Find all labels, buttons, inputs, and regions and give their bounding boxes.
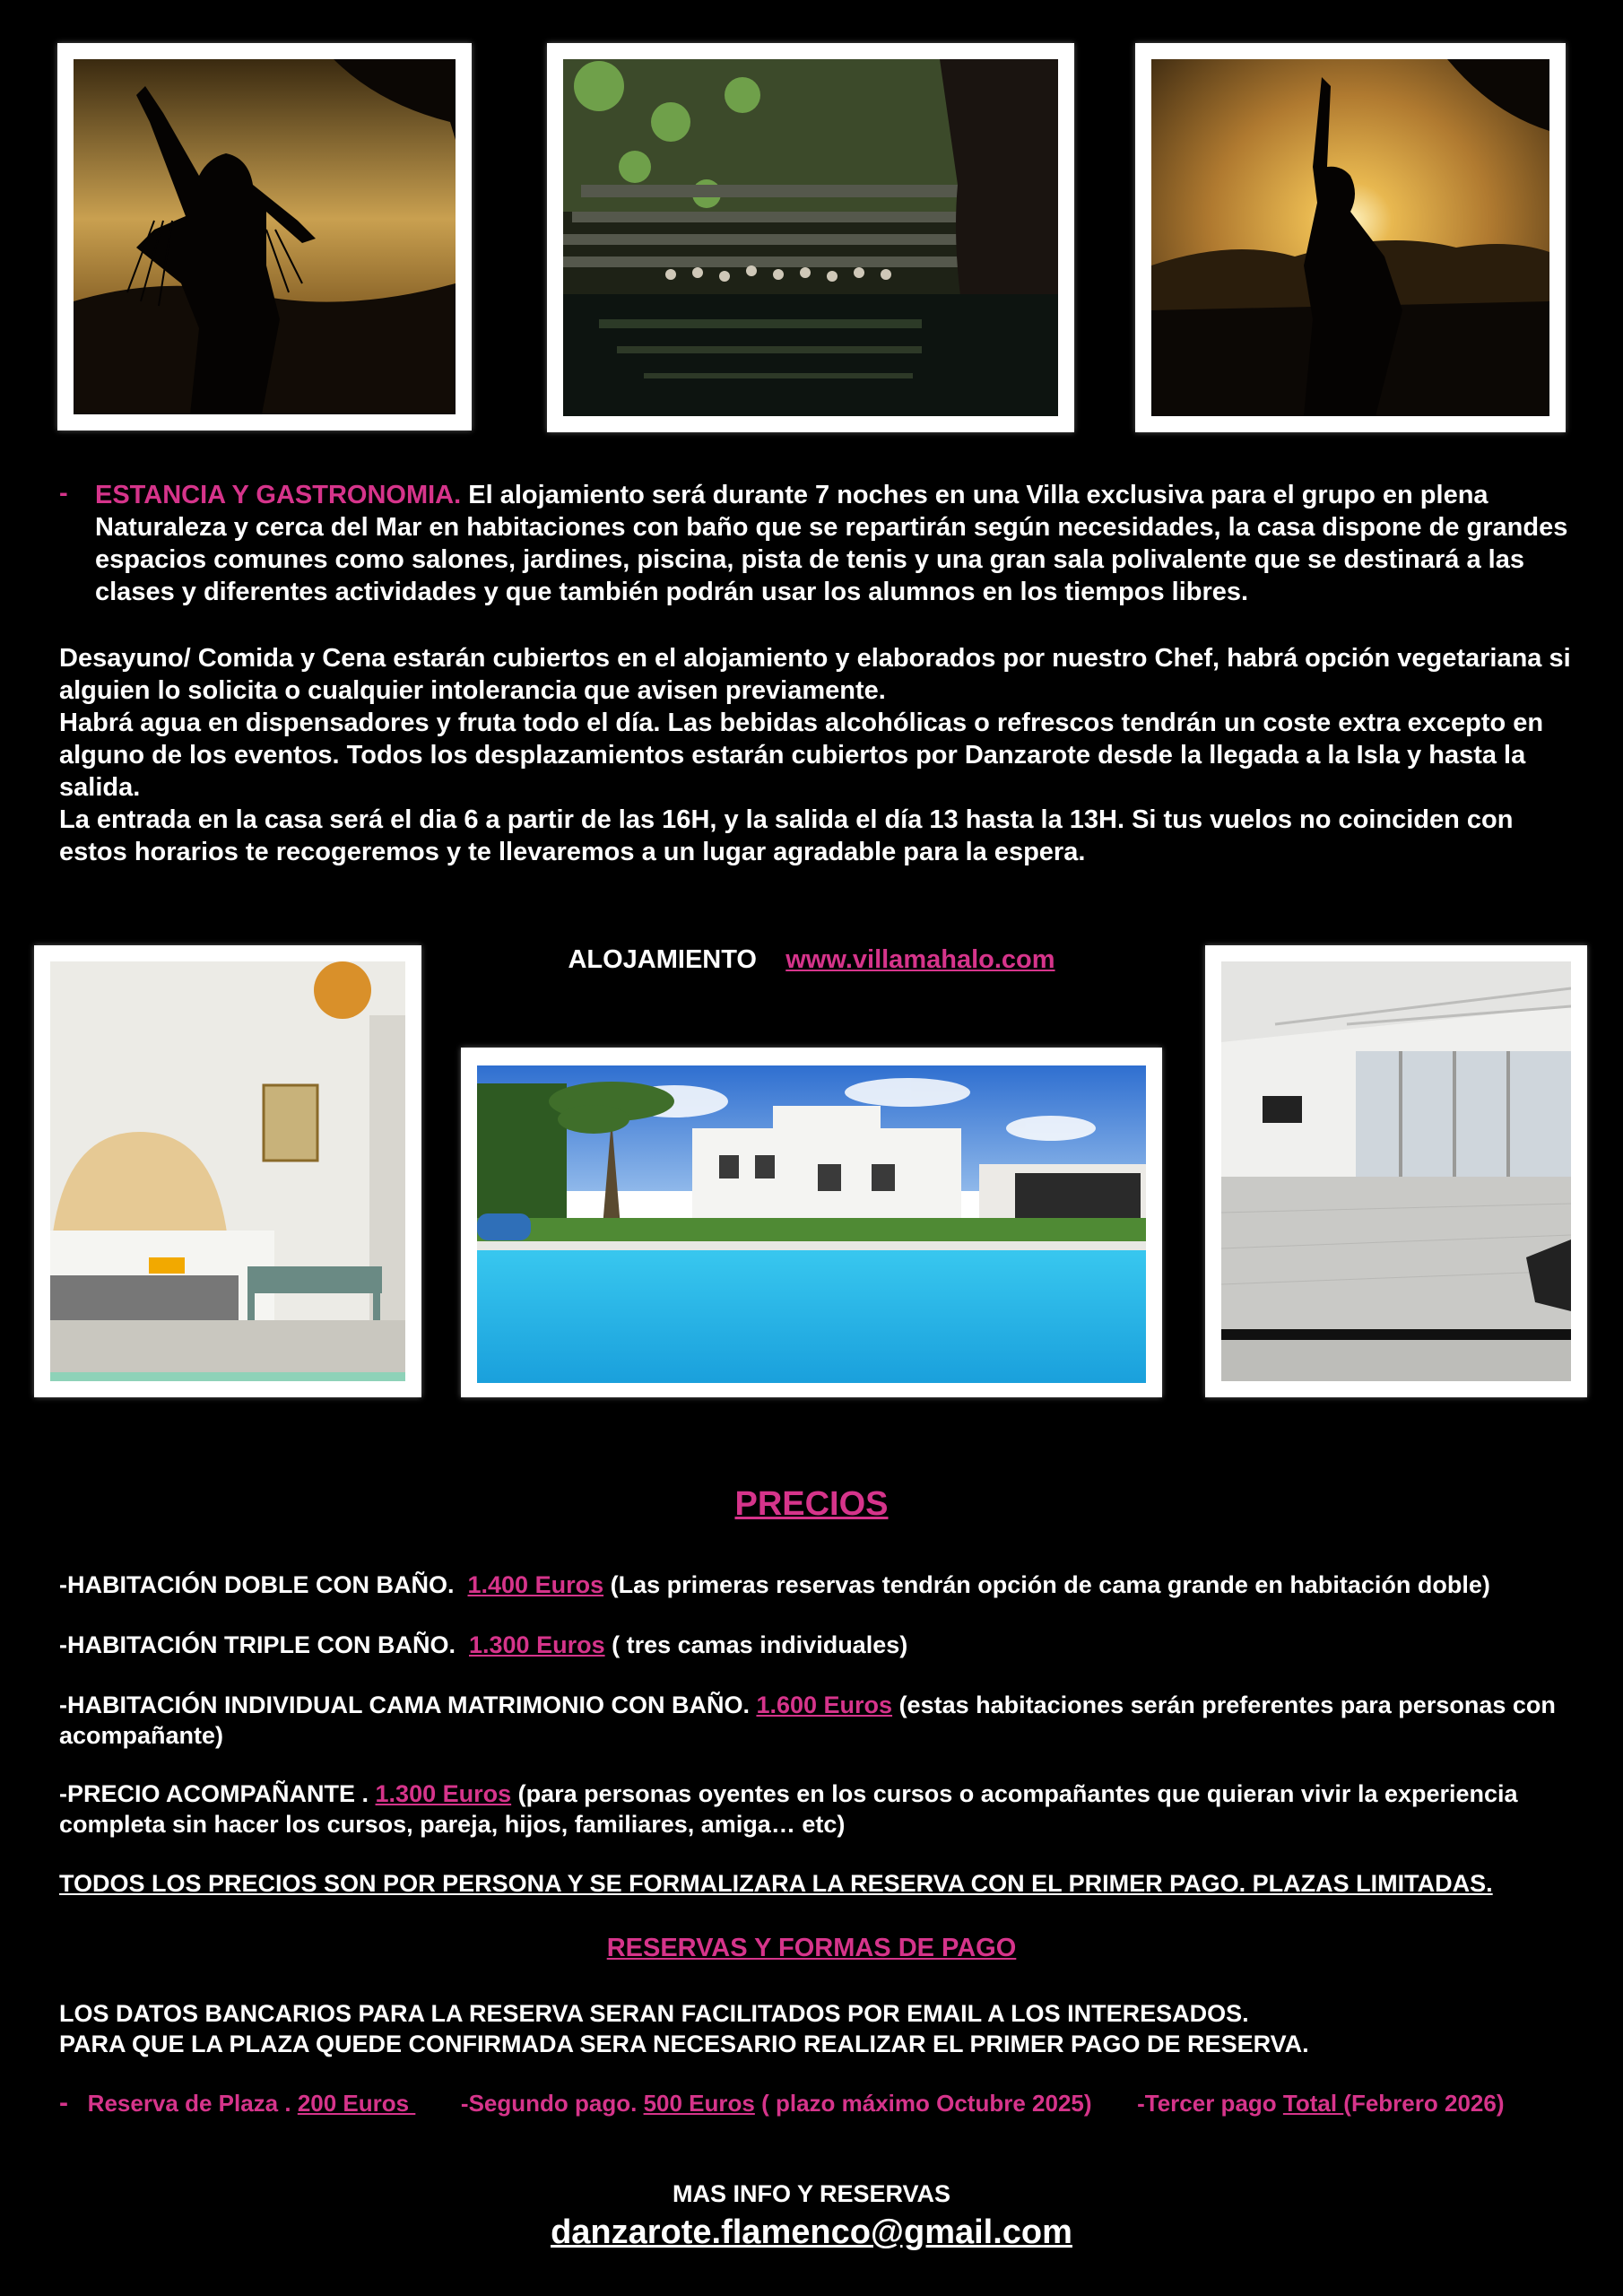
payment-step1-label: Reserva de Plaza . (87, 2090, 298, 2117)
payment-step2-note: ( plazo máximo Octubre 2025) (754, 2090, 1092, 2117)
stay-intro: El alojamiento será durante 7 noches en una Villa exclusiva para el grupo en plena Naturaleza y cerca del Mar en habitaciones con baño que se repartirán según necesidades, la casa dispone de grandes espacios comunes como salones, jardines, piscina, pista de tenis y una gran sala polivalente que se destinará a las clases y diferentes actividades y que también podrán usar los alumnos en los tiempos libres. (95, 481, 1568, 606)
stay-drinks-paragraph: Habrá agua en dispensadores y fruta todo el día. Las bebidas alcohólicas o refrescos tendrán un coste extra excepto en alguno de los eventos. Todos los desplazamientos estarán cubiertos por Danzarote desde la llegada a la Isla y hasta la salida. (59, 709, 1544, 802)
accommodation-label: ALOJAMIENTO (568, 945, 757, 974)
price-note: (Las primeras reservas tendrán opción de cama grande en habitación doble) (603, 1571, 1490, 1598)
contact-label: MAS INFO Y RESERVAS (672, 2180, 951, 2207)
payment-step3-note: (Febrero 2026) (1343, 2090, 1505, 2117)
price-row-individual (59, 1690, 1575, 1751)
price-row-triple (59, 1630, 1575, 1660)
accommodation-link[interactable]: www.villamahalo.com (785, 945, 1055, 974)
payment-step3-amount: Total (1282, 2090, 1344, 2117)
dance-studio-photo (1205, 945, 1587, 1397)
prices-notice: TODOS LOS PRECIOS SON POR PERSONA Y SE FORMALIZARA LA RESERVA CON EL PRIMER PAGO. PLAZAS LIMITADAS. (59, 1870, 1493, 1897)
dancer-silhouette-photo-left (57, 43, 472, 430)
price-row-companion (59, 1779, 1575, 1839)
price-label: -HABITACIÓN INDIVIDUAL CAMA MATRIMONIO CON BAÑO. (59, 1692, 750, 1718)
dancer-silhouette-photo-right (1135, 43, 1566, 432)
prices-title: PRECIOS (734, 1485, 889, 1523)
price-amount: 1.300 Euros (375, 1780, 512, 1807)
price-label: -PRECIO ACOMPAÑANTE . (59, 1780, 369, 1807)
accommodation-line (538, 944, 1085, 976)
price-note: (para personas oyentes en los cursos o acompañantes que quieran vivir la experiencia completa sin hacer los cursos, pareja, hijos, familiares, amiga… etc) (59, 1780, 1518, 1838)
price-note: ( tres camas individuales) (604, 1631, 908, 1658)
villa-pool-photo (461, 1048, 1162, 1397)
stay-meals-paragraph: Desayuno/ Comida y Cena estarán cubiertos en el alojamiento y elaborados por nuestro Chef, habrá opción vegetariana si alguien lo solicita o cualquier intolerancia que avisen previamente. (59, 644, 1571, 705)
stay-heading: ESTANCIA Y GASTRONOMIA. (95, 481, 462, 509)
payment-step1-amount: 200 Euros (297, 2090, 416, 2117)
payment-step2-amount: 500 Euros (643, 2090, 755, 2117)
price-note: (estas habitaciones serán preferentes para personas con acompañante) (59, 1692, 1556, 1749)
price-amount: 1.400 Euros (467, 1571, 604, 1598)
stay-bullet: - (59, 479, 68, 508)
stay-schedule-paragraph: La entrada en la casa será el dia 6 a partir de las 16H, y la salida el día 13 hasta la 13H. Si tus vuelos no coinciden con estos horarios te recogeremos y te llevaremos a un lugar agradable para la espera. (59, 805, 1514, 866)
price-row-double (59, 1570, 1575, 1600)
payment-step2-label: -Segundo pago. (460, 2090, 644, 2117)
payment-confirm-line: PARA QUE LA PLAZA QUEDE CONFIRMADA SERA NECESARIO REALIZAR EL PRIMER PAGO DE RESERVA. (59, 2031, 1309, 2057)
cave-audience-photo (547, 43, 1074, 432)
contact-email[interactable]: danzarote.flamenco@gmail.com (551, 2213, 1072, 2251)
bedroom-photo (34, 945, 421, 1397)
payment-schedule (59, 2088, 1601, 2118)
payment-bank-line: LOS DATOS BANCARIOS PARA LA RESERVA SERAN FACILITADOS POR EMAIL A LOS INTERESADOS. (59, 2000, 1249, 2027)
stay-section (95, 479, 1584, 608)
price-label: -HABITACIÓN DOBLE CON BAÑO. (59, 1571, 455, 1598)
price-label: -HABITACIÓN TRIPLE CON BAÑO. (59, 1631, 456, 1658)
price-amount: 1.600 Euros (756, 1692, 893, 1718)
payment-bullet: - (59, 2088, 68, 2118)
payment-title: RESERVAS Y FORMAS DE PAGO (606, 1934, 1017, 1962)
payment-step3-label: -Tercer pago (1137, 2090, 1283, 2117)
price-amount: 1.300 Euros (469, 1631, 605, 1658)
